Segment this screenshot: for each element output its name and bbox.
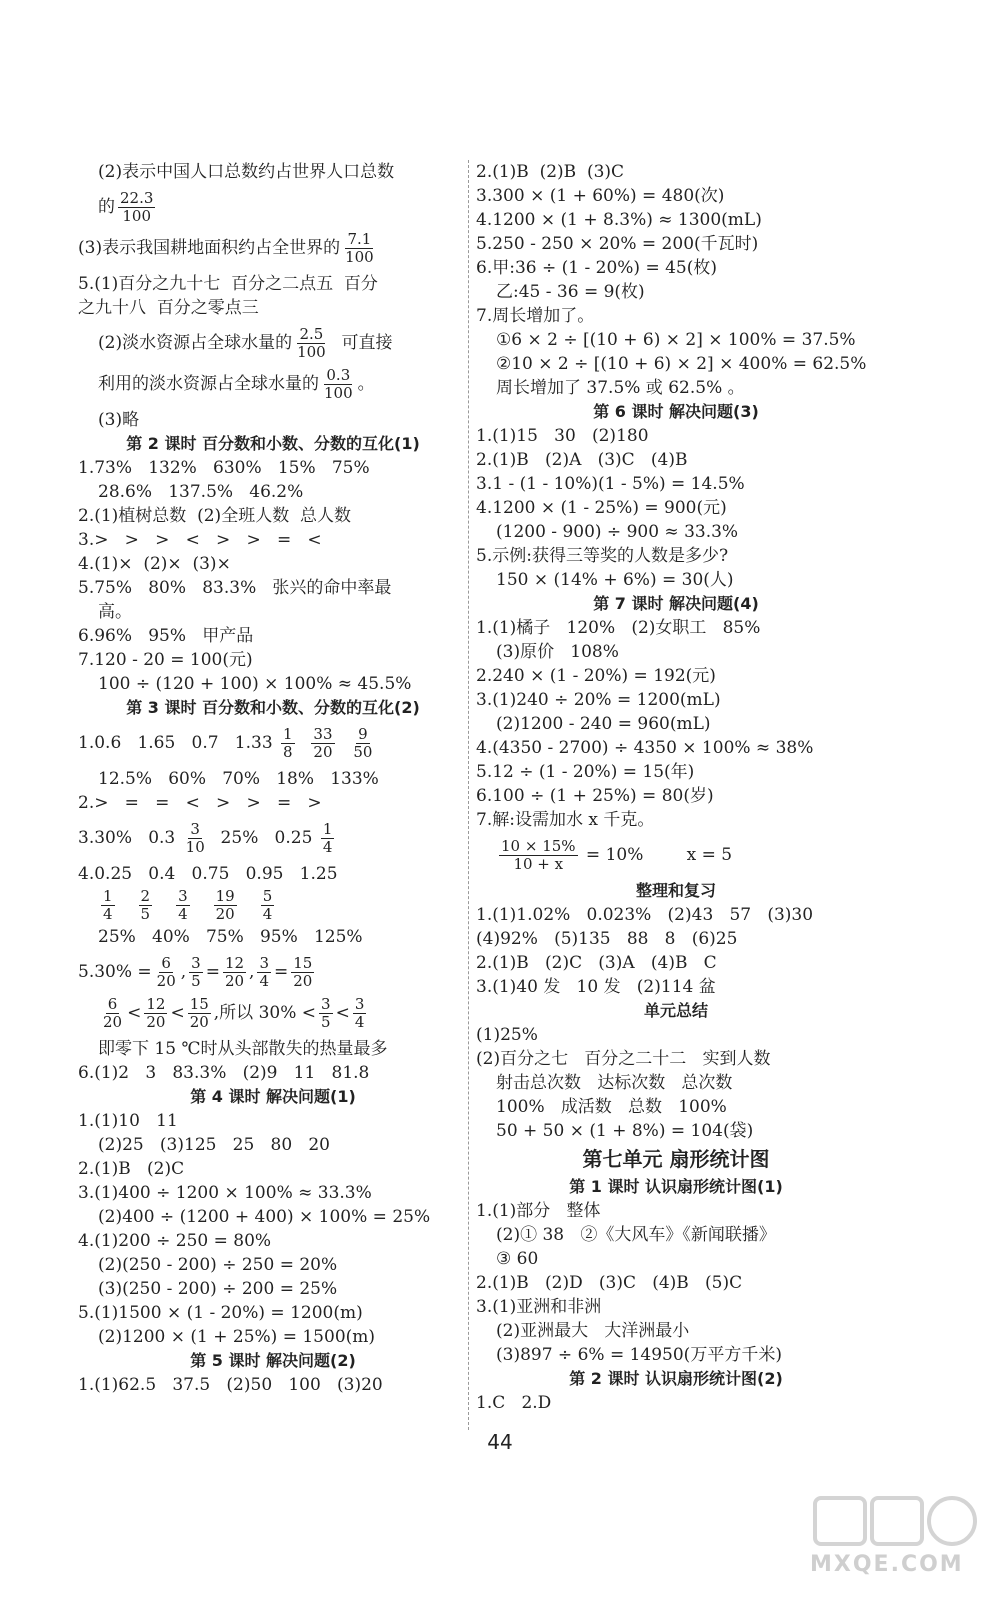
answer-line: 3.(1)400 ÷ 1200 × 100% ≈ 33.3%	[78, 1183, 372, 1203]
answer-line: 6.甲:36 ÷ (1 - 20%) = 45(枚)	[476, 258, 717, 278]
fraction: $\frac{12}{20}$	[146, 995, 166, 1031]
answer-line: 6.(1)2 3 83.3% (2)9 11 81.8	[78, 1063, 370, 1083]
answer-line: 7.120 - 20 = 100(元)	[78, 650, 253, 670]
fraction: $\frac{2}{5}$	[140, 887, 151, 923]
answer-line: 2.(1)B (2)B (3)C	[476, 162, 625, 182]
answer-line: 2.(1)B (2)D (3)C (4)B (5)C	[476, 1273, 743, 1293]
fraction: $\frac{33}{20}$	[313, 725, 333, 761]
answer-line: 1.73% 132% 630% 15% 75%	[78, 458, 370, 478]
answer-line: (2)表示中国人口总数约占世界人口总数	[98, 162, 395, 182]
fraction: $\frac{15}{20}$	[189, 995, 209, 1031]
fraction: $\frac{3}{4}$	[178, 887, 188, 923]
fraction: $\frac{3}{4}$	[354, 995, 365, 1031]
section-heading: 单元总结	[643, 1001, 708, 1020]
answer-line: 乙:45 - 36 = 9(枚)	[496, 282, 645, 302]
fraction: $\frac{3}{4}$	[259, 954, 269, 990]
fraction: $\frac{12}{20}$	[224, 954, 245, 990]
answer-line: 4.0.25 0.4 0.75 0.95 1.25	[78, 864, 338, 884]
section-heading: 第 7 课时 解决问题(4)	[593, 594, 759, 613]
section-heading: 整理和复习	[635, 881, 716, 900]
answer-line: 3.300 × (1 + 60%) = 480(次)	[476, 186, 725, 206]
answer-line: 1.0.6 1.65 0.7 1.33 $\frac{1}{8}$ $\frac{33}{20}$ $\frac{9}{50}$	[78, 725, 373, 761]
answer-line: 2.(1)B (2)A (3)C (4)B	[476, 450, 688, 470]
answer-line: 1.(1)1.02% 0.023% (2)43 57 (3)30	[476, 905, 814, 925]
answer-line: (3)(250 - 200) ÷ 200 = 25%	[98, 1279, 338, 1299]
answer-line: 5.75% 80% 83.3% 张兴的命中率最	[78, 578, 392, 598]
fraction: $\frac{10 \times 15\%}{10 + x}$	[501, 837, 576, 873]
section-heading: 第 2 课时 认识扇形统计图(2)	[569, 1369, 783, 1388]
answer-line: (2)400 ÷ (1200 + 400) × 100% = 25%	[98, 1207, 431, 1227]
answer-line: 利用的淡水资源占全球水量的 $\frac{0.3}{100}$ 。	[98, 366, 375, 402]
answer-line: 4.(4350 - 2700) ÷ 4350 × 100% ≈ 38%	[476, 738, 814, 758]
unit-heading: 第七单元 扇形统计图	[582, 1147, 770, 1171]
answer-line: 1.(1)10 11	[78, 1111, 178, 1131]
answer-line: 4.(1)× (2)× (3)×	[78, 554, 231, 574]
answer-line: 5.(1)1500 × (1 - 20%) = 1200(m)	[78, 1303, 363, 1323]
fraction: $\frac{3}{10}$	[185, 820, 205, 856]
answer-line: 5.30% = $\frac{6}{20}$ , $\frac{3}{5}$ = $\frac{12}{20}$ , $\frac{3}{4}$ = $\frac{15}{20}$	[78, 954, 313, 990]
left-column	[78, 160, 468, 1397]
answer-line: ③ 60	[496, 1249, 539, 1269]
answer-line: 12.5% 60% 70% 18% 133%	[98, 769, 379, 789]
answer-line: (2)① 38 ②《大风车》《新闻联播》	[496, 1225, 776, 1245]
answer-line: 150 × (14% + 6%) = 30(人)	[496, 570, 734, 590]
answer-line: 1.(1)15 30 (2)180	[476, 426, 649, 446]
column-divider	[468, 160, 469, 1430]
answer-line: 50 + 50 × (1 + 8%) = 104(袋)	[496, 1121, 754, 1141]
answer-line: 28.6% 137.5% 46.2%	[98, 482, 304, 502]
answer-line: 3.(1)亚洲和非洲	[476, 1297, 602, 1317]
section-heading: 第 4 课时 解决问题(1)	[190, 1087, 356, 1106]
answer-line: 1.(1)62.5 37.5 (2)50 100 (3)20	[78, 1375, 383, 1395]
section-heading: 第 2 课时 百分数和小数、分数的互化(1)	[126, 434, 420, 453]
fraction: $\frac{1}{4}$	[103, 887, 113, 923]
section-heading: 第 1 课时 认识扇形统计图(1)	[569, 1177, 783, 1196]
answer-line: 高。	[98, 602, 132, 622]
answer-line: 25% 40% 75% 95% 125%	[98, 927, 363, 947]
answer-line: (1)25%	[476, 1025, 538, 1045]
answer-line: 4.(1)200 ÷ 250 = 80%	[78, 1231, 272, 1251]
answer-line: $\frac{6}{20}$ < $\frac{12}{20}$ < $\frac{15}{20}$ ,所以 30% < $\frac{3}{5}$ < $\frac{3}{4}$	[103, 995, 365, 1031]
answer-line: 3.1 - (1 - 10%)(1 - 5%) = 14.5%	[476, 474, 745, 494]
fraction: $\frac{9}{50}$	[353, 725, 373, 761]
right-column	[476, 160, 876, 1415]
answer-line: 1.C 2.D	[476, 1393, 552, 1413]
fraction: $\frac{1}{4}$	[322, 820, 333, 856]
answer-line: (2)25 (3)125 25 80 20	[98, 1135, 330, 1155]
answer-line: 5.250 - 250 × 20% = 200(千瓦时)	[476, 234, 759, 254]
answer-line: 7.周长增加了。	[476, 306, 595, 326]
answer-line: 6.100 ÷ (1 + 25%) = 80(岁)	[476, 786, 714, 806]
answer-line: 2.240 × (1 - 20%) = 192(元)	[476, 666, 716, 686]
answer-line: 100% 成活数 总数 100%	[496, 1097, 727, 1117]
answer-line: 2.(1)B (2)C	[78, 1159, 185, 1179]
answer-line: (2)1200 × (1 + 25%) = 1500(m)	[98, 1327, 376, 1347]
fraction: $\frac{15}{20}$	[293, 954, 313, 990]
answer-line: (2)百分之七 百分之二十二 实到人数	[476, 1049, 771, 1069]
answer-line: (1200 - 900) ÷ 900 ≈ 33.3%	[496, 522, 739, 542]
answer-line: ①6 × 2 ÷ [(10 + 6) × 2] × 100% = 37.5%	[496, 330, 856, 350]
section-heading: 第 3 课时 百分数和小数、分数的互化(2)	[126, 698, 420, 717]
fraction: $\frac{2.5}{100}$	[297, 325, 326, 361]
answer-line: 1.(1)部分 整体	[476, 1201, 601, 1221]
watermark-text: MXQE.COM	[810, 1552, 964, 1577]
answer-line: 3.(1)240 ÷ 20% = 1200(mL)	[476, 690, 721, 710]
section-heading: 第 6 课时 解决问题(3)	[593, 402, 759, 421]
answer-line: 3.30% 0.3 $\frac{3}{10}$ 25% 0.25 $\frac{1}{4}$	[78, 820, 333, 856]
fraction: $\frac{22.3}{100}$	[120, 189, 154, 225]
answer-line: (3)897 ÷ 6% = 14950(万平方千米)	[496, 1345, 782, 1365]
answer-line: 2.(1)B (2)C (3)A (4)B C	[476, 953, 717, 973]
answer-line: (2)亚洲最大 大洋洲最小	[496, 1321, 690, 1341]
answer-line: 射击总次数 达标次数 总次数	[496, 1073, 733, 1093]
answer-line: (2)淡水资源占全球水量的 $\frac{2.5}{100}$ 可直接	[98, 325, 393, 361]
answer-line: 6.96% 95% 甲产品	[78, 626, 254, 646]
answer-line: 4.1200 × (1 - 25%) = 900(元)	[476, 498, 727, 518]
answer-line: (2)(250 - 200) ÷ 250 = 20%	[98, 1255, 338, 1275]
answer-line: 3.(1)40 发 10 发 (2)114 盆	[476, 977, 716, 997]
answer-line: (3)表示我国耕地面积约占全世界的 $\frac{7.1}{100}$	[78, 230, 374, 266]
answer-line: 的 $\frac{22.3}{100}$	[98, 189, 154, 225]
answer-line: 即零下 15 ℃时从头部散失的热量最多	[98, 1039, 388, 1059]
fraction: $\frac{19}{20}$	[215, 887, 235, 923]
answer-line: 之九十八 百分之零点三	[78, 298, 259, 318]
fraction-row	[78, 888, 468, 923]
answer-line: 100 ÷ (120 + 100) × 100% ≈ 45.5%	[98, 674, 412, 694]
fraction: $\frac{3}{5}$	[191, 954, 201, 990]
answer-line: 2.> = = < > > = >	[78, 793, 322, 813]
page-number: 44	[487, 1430, 513, 1454]
answer-line: 3.> > > < > > = <	[78, 530, 322, 550]
answer-line: 1.(1)橘子 120% (2)女职工 85%	[476, 618, 761, 638]
answer-line: ②10 × 2 ÷ [(10 + 6) × 2] × 400% = 62.5%	[496, 354, 867, 374]
fraction: $\frac{0.3}{100}$	[324, 366, 353, 402]
fraction: $\frac{6}{20}$	[156, 954, 176, 990]
answer-line: 周长增加了 37.5% 或 62.5% 。	[496, 378, 745, 398]
watermark-icon	[810, 1490, 980, 1550]
fraction: $\frac{5}{4}$	[262, 887, 273, 923]
answer-line: $\frac{10 \times 15\%}{10 + x}$ = 10% x = 5	[501, 837, 733, 873]
answer-line: 5.12 ÷ (1 - 20%) = 15(年)	[476, 762, 695, 782]
answer-line: 7.解:设需加水 x 千克。	[476, 810, 655, 830]
answer-line: (3)原价 108%	[496, 642, 619, 662]
answer-line: (2)1200 - 240 = 960(mL)	[496, 714, 711, 734]
fraction: $\frac{7.1}{100}$	[345, 230, 374, 266]
watermark-logo	[810, 1490, 980, 1590]
section-heading: 第 5 课时 解决问题(2)	[190, 1351, 356, 1370]
answer-line: 4.1200 × (1 + 8.3%) ≈ 1300(mL)	[476, 210, 762, 230]
fraction: $\frac{3}{5}$	[321, 995, 331, 1031]
answer-line: 5.示例:获得三等奖的人数是多少?	[476, 546, 729, 566]
answer-line: (3)略	[98, 410, 140, 430]
fraction: $\frac{1}{8}$	[283, 725, 293, 761]
answer-line: 5.(1)百分之九十七 百分之二点五 百分	[78, 274, 378, 294]
fraction: $\frac{6}{20}$	[103, 995, 123, 1031]
answer-line: 2.(1)植树总数 (2)全班人数 总人数	[78, 506, 351, 526]
answer-line: (4)92% (5)135 88 8 (6)25	[476, 929, 738, 949]
